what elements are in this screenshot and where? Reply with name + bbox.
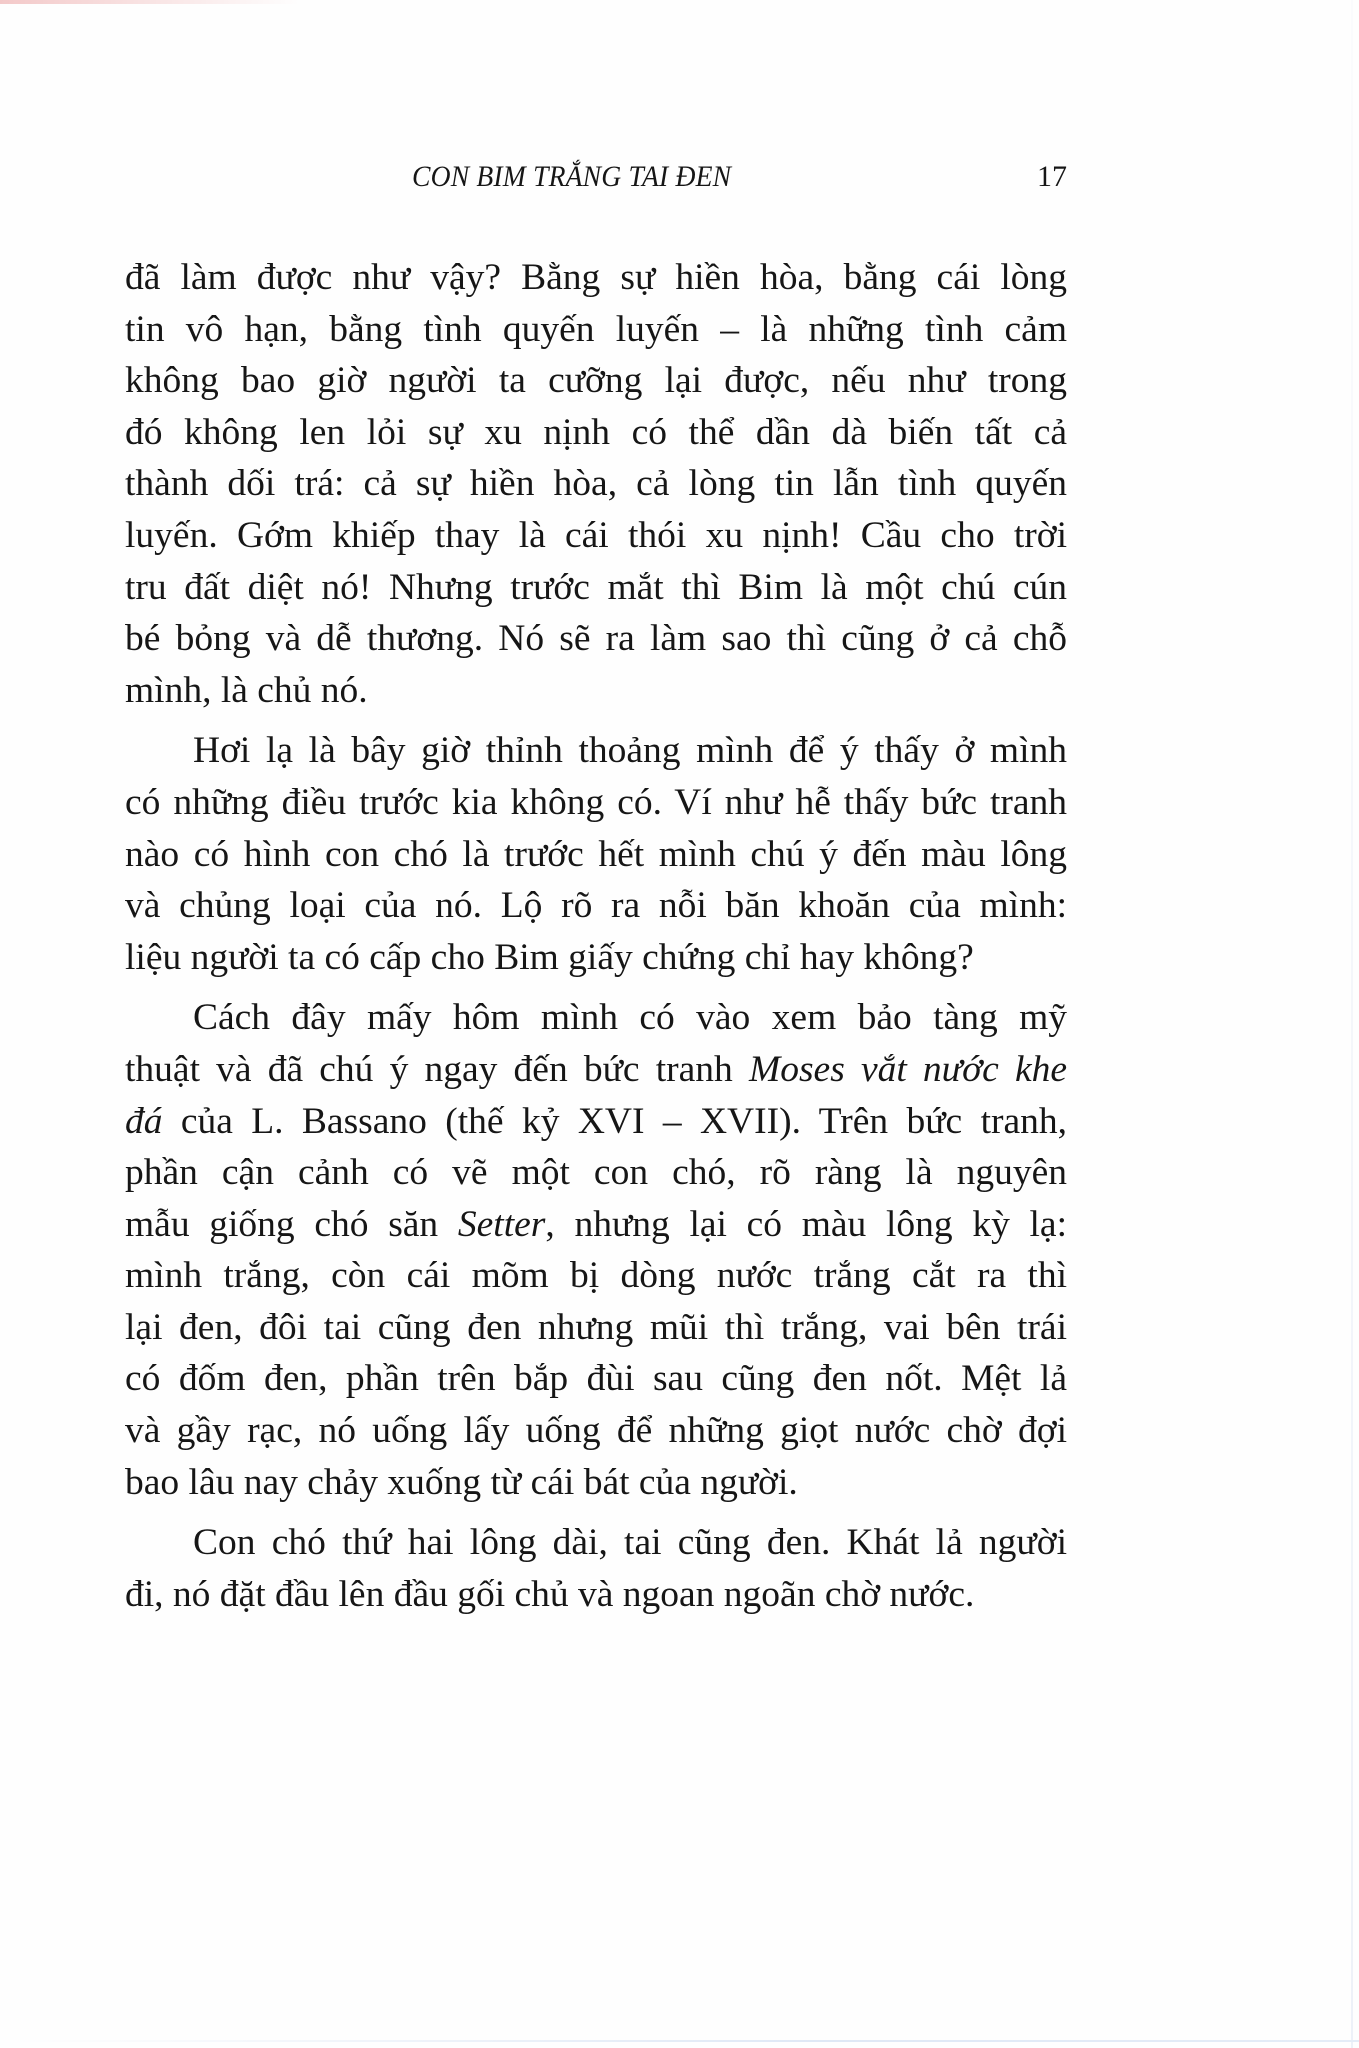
text-line: đó không len lỏi sự xu nịnh có thể dần dà biến tất cả xyxy=(125,411,1067,453)
text-line: mình, là chủ nó. xyxy=(125,669,368,711)
italic-term: Setter xyxy=(457,1203,546,1245)
text-line: và chủng loại của nó. Lộ rõ ra nỗi băn khoăn của mình: xyxy=(125,885,1067,927)
text-line: không bao giờ người ta cưỡng lại được, nếu như trong xyxy=(125,360,1067,402)
text-line: tin vô hạn, bằng tình quyến luyến – là những tình cảm xyxy=(125,308,1067,350)
text-line: Cách đây mấy hôm mình có vào xem bảo tàng mỹ xyxy=(193,997,1067,1039)
body-text xyxy=(125,252,1067,1620)
text-line: luyến. Gớm khiếp thay là cái thói xu nịnh! Cầu cho trời xyxy=(125,514,1067,556)
paragraph xyxy=(125,992,1067,1508)
italic-term: đá xyxy=(125,1100,163,1142)
text-line: mình trắng, còn cái mõm bị dòng nước trắng cắt ra thì xyxy=(125,1255,1067,1297)
text-line: thành dối trá: cả sự hiền hòa, cả lòng tin lẫn tình quyến xyxy=(125,463,1067,505)
scan-right-edge xyxy=(1351,0,1353,2048)
running-head xyxy=(125,160,1067,204)
text-line: có đốm đen, phần trên bắp đùi sau cũng đen nốt. Mệt lả xyxy=(125,1358,1067,1400)
text-line: mẫu giống chó săn Setter, nhưng lại có màu lông kỳ lạ: xyxy=(125,1203,1067,1245)
paragraph xyxy=(125,1517,1067,1620)
text-line: đã làm được như vậy? Bằng sự hiền hòa, bằng cái lòng xyxy=(125,257,1067,298)
text-line: và gầy rạc, nó uống lấy uống để những giọt nước chờ đợi xyxy=(125,1410,1067,1452)
text-line: Hơi lạ là bây giờ thỉnh thoảng mình để ý thấy ở mình xyxy=(193,730,1067,772)
text-line: tru đất diệt nó! Nhưng trước mắt thì Bim là một chú cún xyxy=(125,566,1067,608)
text-line: thuật và đã chú ý ngay đến bức tranh Moses vắt nước khe xyxy=(125,1048,1067,1090)
paragraph xyxy=(125,252,1067,716)
text-line: lại đen, đôi tai cũng đen nhưng mũi thì trắng, vai bên trái xyxy=(125,1306,1067,1348)
text-line: phần cận cảnh có vẽ một con chó, rõ ràng là nguyên xyxy=(125,1152,1067,1194)
text-line: đi, nó đặt đầu lên đầu gối chủ và ngoan ngoãn chờ nước. xyxy=(125,1573,975,1615)
text-line: đá của L. Bassano (thế kỷ XVI – XVII). Trên bức tranh, xyxy=(125,1100,1067,1142)
italic-term: Moses vắt nước khe xyxy=(748,1048,1067,1090)
scan-bottom-edge xyxy=(0,2040,1359,2042)
text-line: bé bỏng và dễ thương. Nó sẽ ra làm sao thì cũng ở cả chỗ xyxy=(125,618,1067,660)
text-line: liệu người ta có cấp cho Bim giấy chứng chỉ hay không? xyxy=(125,936,974,978)
scan-edge-tint xyxy=(0,0,300,4)
text-line: có những điều trước kia không có. Ví như hễ thấy bức tranh xyxy=(125,781,1067,823)
text-line: nào có hình con chó là trước hết mình chú ý đến màu lông xyxy=(125,833,1067,875)
text-line: bao lâu nay chảy xuống từ cái bát của người. xyxy=(125,1461,798,1503)
page-number: 17 xyxy=(1037,160,1067,193)
paragraph xyxy=(125,725,1067,983)
paragraph-list xyxy=(125,252,1067,1620)
text-line: Con chó thứ hai lông dài, tai cũng đen. Khát lả người xyxy=(193,1522,1067,1564)
running-title: CON BIM TRẮNG TAI ĐEN xyxy=(412,160,732,193)
